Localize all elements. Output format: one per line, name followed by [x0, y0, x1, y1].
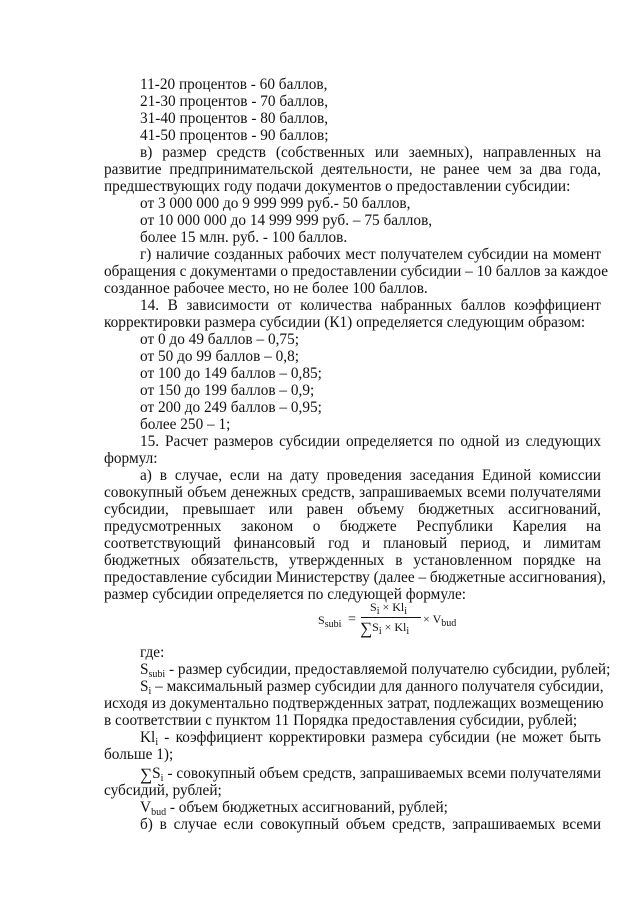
formula-denominator: $\sum S_i \times Kl_i$ — [360, 619, 410, 638]
definition-sum-s-i: $\sum S_i$ - совокупный объем средств, запрашиваемых всеми получателями — [140, 765, 602, 784]
text-line: в) размер средств (собственных или заемных), направленных на — [140, 144, 601, 161]
text-line: соответствующий финансовый год и плановый период, и лимитам — [104, 535, 601, 552]
text-line: созданное рабочее место, но не более 100 баллов. — [104, 280, 428, 297]
text-line: бюджетных обязательств, утвержденных в установленном порядке на — [104, 552, 601, 569]
text-line: исходя из документально подтвержденных затрат, подлежащих возмещению — [104, 695, 604, 712]
text-line: от 50 до 99 баллов – 0,8; — [140, 348, 299, 365]
text-line: предоставление субсидии Министерству (далее – бюджетные ассигнования), — [104, 569, 606, 586]
formula-numerator: $S_i \times Kl_i$ — [370, 600, 408, 617]
text-line: а) в случае, если на дату проведения заседания Единой комиссии — [140, 467, 601, 484]
definition-s-i: $S_i$ – максимальный размер субсидии для данного получателя субсидии, — [140, 678, 604, 697]
text-line: субсидий, рублей; — [104, 782, 222, 799]
text-line: 11-20 процентов - 60 баллов, — [140, 76, 328, 93]
text-line: размер субсидии определяется по следующей формуле: — [104, 586, 467, 603]
text-line: обращения с документами о предоставлении субсидии – 10 баллов за каждое — [104, 263, 609, 280]
formula-s-subi: $S_{subi}$ — [318, 613, 342, 630]
text-line: предшествующих году подачи документов о предоставлении субсидии: — [104, 178, 571, 195]
text-line: 15. Расчет размеров субсидии определяется по одной из следующих — [140, 433, 601, 450]
text-line: в соответствии с пунктом 11 Порядка предоставления субсидии, рублей; — [104, 712, 578, 729]
text-line: более 15 млн. руб. - 100 баллов. — [140, 229, 348, 246]
text-line: 14. В зависимости от количества набранных баллов коэффициент — [140, 297, 601, 314]
text-line: от 3 000 000 до 9 999 999 руб.- 50 баллов, — [140, 195, 411, 212]
formula-equals: = — [348, 612, 356, 627]
text-line: корректировки размера субсидии (К1) определяется следующим образом: — [104, 314, 586, 331]
formula-times-v-bud: × $V_{bud}$ — [423, 612, 457, 629]
formula-fraction-bar — [361, 617, 421, 618]
text-line: совокупный объем денежных средств, запрашиваемых всеми получателями — [104, 484, 601, 501]
definition-v-bud: $V_{bud}$ - объем бюджетных ассигнований, рублей; — [140, 799, 448, 818]
text-line: больше 1); — [104, 746, 174, 763]
text-line: субсидии, превышает или равен объему бюджетных ассигнований, — [104, 501, 601, 518]
text-line: более 250 – 1; — [140, 416, 231, 433]
text-line: развитие предпринимательской деятельности, не ранее чем за два года, — [104, 161, 601, 178]
text-line: формул: — [104, 450, 158, 467]
text-line: г) наличие созданных рабочих мест получателем субсидии на момент — [140, 246, 601, 263]
text-line: от 150 до 199 баллов – 0,9; — [140, 382, 315, 399]
text-line: 21-30 процентов - 70 баллов, — [140, 93, 329, 110]
text-line: 31-40 процентов - 80 баллов, — [140, 110, 329, 127]
text-line: от 0 до 49 баллов – 0,75; — [140, 331, 299, 348]
subsidy-formula — [318, 600, 468, 640]
text-line: б) в случае если совокупный объем средств, запрашиваемых всеми — [140, 816, 601, 833]
text-line: от 200 до 249 баллов – 0,95; — [140, 399, 322, 416]
text-line: от 100 до 149 баллов – 0,85; — [140, 365, 322, 382]
text-line: от 10 000 000 до 14 999 999 руб. – 75 баллов, — [140, 212, 433, 229]
text-line: где: — [140, 644, 165, 661]
definition-s-subi: $S_{subi}$ - размер субсидии, предоставляемой получателю субсидии, рублей; — [140, 661, 611, 680]
text-line: предусмотренных законом о бюджете Республики Карелия на — [104, 518, 601, 535]
text-line: 41-50 процентов - 90 баллов; — [140, 127, 329, 144]
definition-k1-i: $Kl_i$ - коэффициент корректировки размера субсидии (не может быть — [140, 729, 601, 748]
